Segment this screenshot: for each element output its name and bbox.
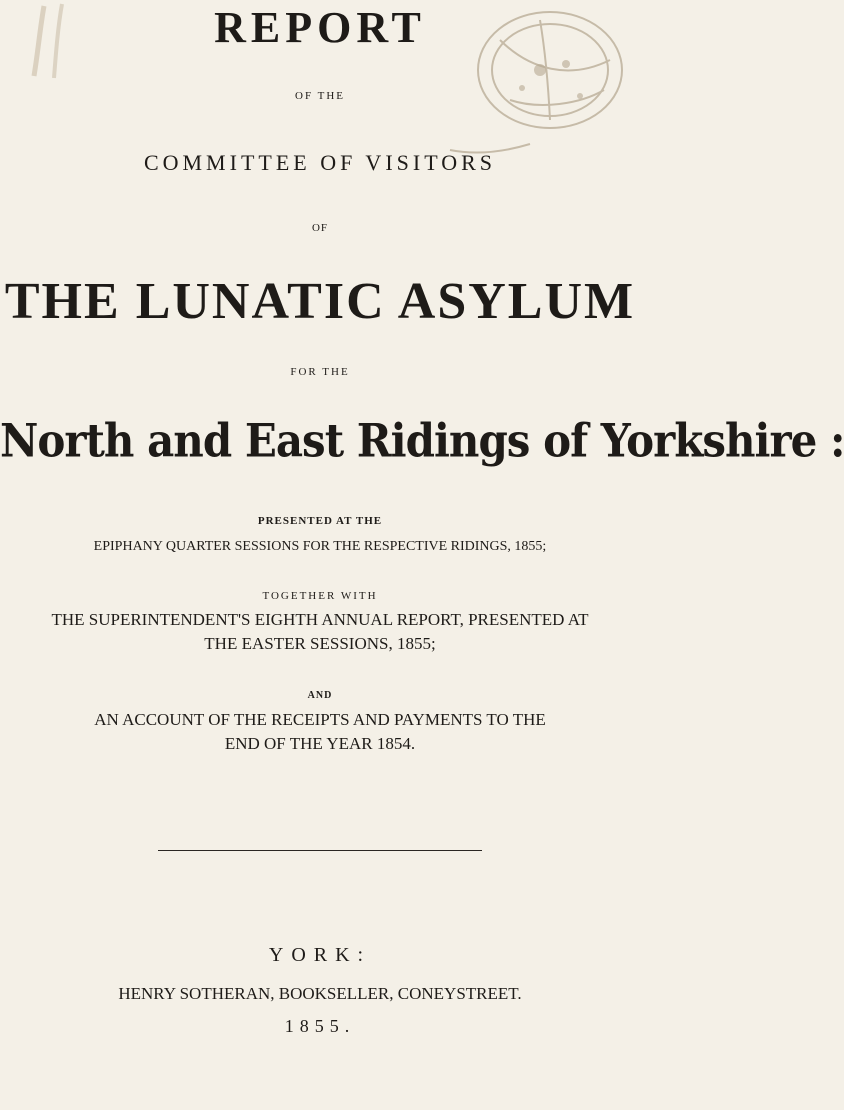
institution-heading: THE LUNATIC ASYLUM: [4, 273, 636, 330]
imprint-place: YORK:: [268, 944, 372, 966]
superintendent-line-1: THE SUPERINTENDENT'S EIGHTH ANNUAL REPORT, PRESENTED AT: [51, 610, 589, 629]
divider-rule: [158, 850, 482, 851]
of-the-label: OF THE: [295, 90, 345, 102]
and-label: AND: [307, 690, 333, 701]
imprint-year: 1855.: [284, 1016, 356, 1036]
ridings-heading: North and East Ridings of Yorkshire :: [0, 413, 844, 468]
for-the-label: FOR THE: [290, 366, 350, 378]
committee-heading: COMMITTEE OF VISITORS: [143, 150, 497, 175]
imprint-publisher: HENRY SOTHERAN, BOOKSELLER, CONEYSTREET.: [118, 984, 522, 1003]
together-with-label: TOGETHER WITH: [262, 590, 378, 602]
presented-at-label: PRESENTED AT THE: [257, 515, 383, 527]
account-line-1: AN ACCOUNT OF THE RECEIPTS AND PAYMENTS TO THE: [94, 710, 546, 729]
account-line-2: END OF THE YEAR 1854.: [224, 734, 416, 753]
of-label: OF: [311, 222, 329, 234]
report-heading: REPORT: [214, 3, 426, 52]
superintendent-line-2: THE EASTER SESSIONS, 1855;: [204, 634, 436, 653]
sessions-line: EPIPHANY QUARTER SESSIONS FOR THE RESPECTIVE RIDINGS, 1855;: [93, 539, 547, 554]
